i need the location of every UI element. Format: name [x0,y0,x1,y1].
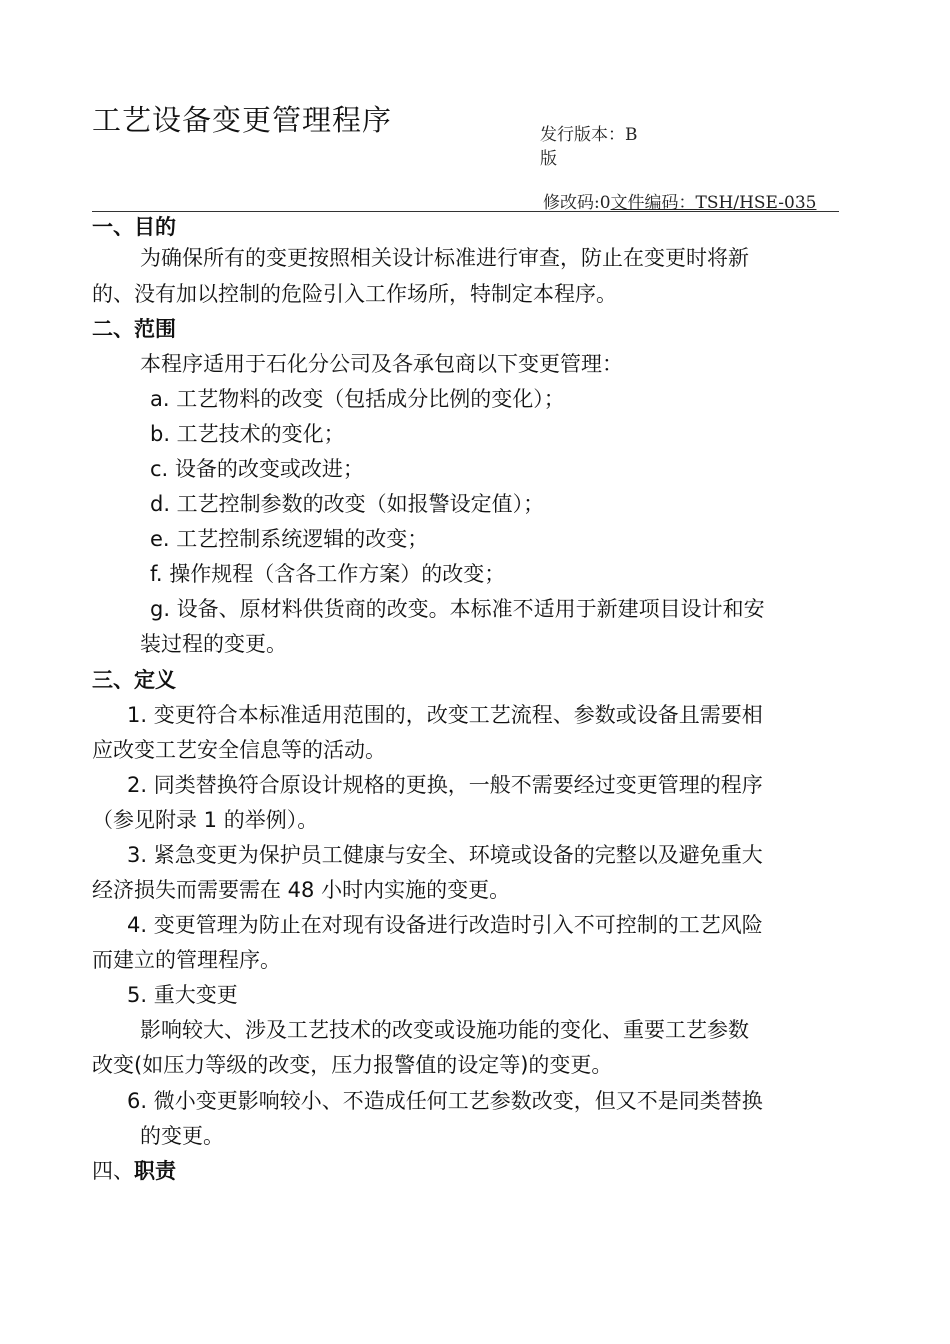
scope-item-d: d. 工艺控制参数的改变（如报警设定值）； [150,492,545,516]
document-title: 工艺设备变更管理程序 [92,103,393,137]
definition-line: 应改变工艺安全信息等的活动。 [92,738,386,762]
definition-line: 4. 变更管理为防止在对现有设备进行改造时引入不可控制的工艺风险 [127,913,763,937]
definition-line: 的变更。 [140,1124,224,1148]
section-heading-text: 四、职责 [92,1159,176,1183]
section-heading-responsibilities [92,1156,176,1186]
paragraph-line: 为确保所有的变更按照相关设计标准进行审查，防止在变更时将新 [140,246,749,270]
definition-line: 而建立的管理程序。 [92,948,281,972]
paragraph-line: 的、没有加以控制的危险引入工作场所，特制定本程序。 [92,282,617,306]
definition-line: 经济损失而需要需在 48 小时内实施的变更。 [92,878,511,902]
file-code: 文件编码：TSH/HSE-035 [610,193,817,213]
header-divider [92,211,839,212]
definition-line: 5. 重大变更 [127,983,238,1007]
issue-version-suffix: 版 [540,149,557,169]
revision-file-code [543,188,816,213]
scope-item-c: c. 设备的改变或改进； [150,457,364,481]
revision-code: 修改码:0 [543,193,611,213]
section-heading-scope: 二、范围 [92,317,176,341]
scope-item-g-cont: 装过程的变更。 [140,632,287,656]
definition-line: 3. 紧急变更为保护员工健康与安全、环境或设备的完整以及避免重大 [127,843,763,867]
definition-line: （参见附录 1 的举例）。 [92,808,319,832]
definition-line: 6. 微小变更影响较小、不造成任何工艺参数改变，但又不是同类替换 [127,1089,763,1113]
issue-version-label: 发行版本：B [540,125,638,145]
definition-line: 2. 同类替换符合原设计规格的更换，一般不需要经过变更管理的程序 [127,773,763,797]
definition-line: 影响较大、涉及工艺技术的改变或设施功能的变化、重要工艺参数 [140,1018,749,1042]
scope-item-b: b. 工艺技术的变化； [150,422,345,446]
scope-item-e: e. 工艺控制系统逻辑的改变； [150,527,429,551]
section-heading-purpose: 一、目的 [92,215,176,239]
definition-line: 1. 变更符合本标准适用范围的，改变工艺流程、参数或设备且需要相 [127,703,763,727]
scope-item-g: g. 设备、原材料供货商的改变。本标准不适用于新建项目设计和安 [150,597,765,621]
scope-intro: 本程序适用于石化分公司及各承包商以下变更管理： [140,352,623,376]
section-heading-definitions: 三、定义 [92,668,176,692]
scope-item-f: f. 操作规程（含各工作方案）的改变； [150,562,506,586]
scope-item-a: a. 工艺物料的改变（包括成分比例的变化）； [150,387,565,411]
definition-line: 改变(如压力等级的改变，压力报警值的设定等)的变更。 [92,1053,613,1077]
